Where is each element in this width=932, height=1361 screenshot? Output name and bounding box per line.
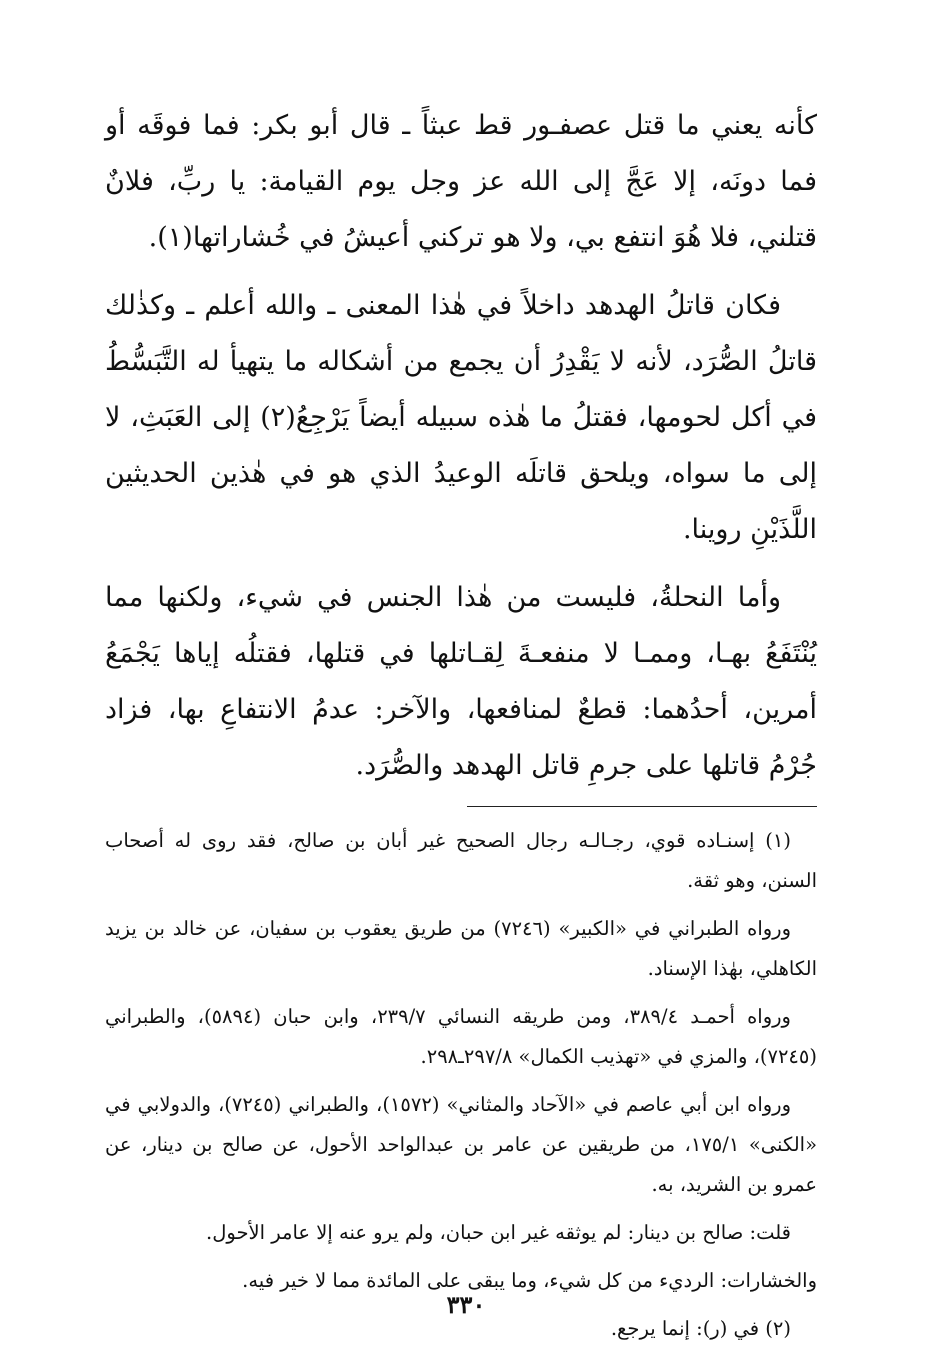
footnote: ورواه ابن أبي عاصم في «الآحاد والمثاني» (١٥٧٢)، والطبراني (٧٢٤٥)، والدولابي في «الكنى» ١٧٥/١، من طريقين عن عامر بن عبدالواحد الأحول، عن صالح بن دينار، عن عمرو بن الشريد، به.	[105, 1093, 817, 1196]
footnote-divider	[467, 806, 817, 807]
page-number: ٣٣٠	[446, 1290, 486, 1319]
main-paragraph: كأنه يعني ما قتل عصفـور قط عبثاً ـ قال أبو بكر: فما فوقَه أو فما دونَه، إلا عَجَّ إلى الله عز وجل يوم القيامة: يا ربِّ، فلانٌ قتلني، فلا هُوَ انتفع بي، ولا هو تركني أعيشُ في خُشاراتها(١).	[105, 110, 817, 253]
footnote: والخشارات: الرديء من كل شيء، وما يبقى على المائدة مما لا خير فيه.	[242, 1269, 817, 1292]
footnote: ورواه أحمـد ٣٨٩/٤، ومن طريقه النسائي ٢٣٩/٧، وابن حبان (٥٨٩٤)، والطبراني (٧٢٤٥)، والمزي في «تهذيب الكمال» ٢٩٧/٨ـ٢٩٨.	[105, 1005, 817, 1068]
main-paragraph: وأما النحلةُ، فليست من هٰذا الجنس في شيء، ولكنها مما يُنْتَفَعُ بهـا، وممـا لا منفعـةَ لِقـاتلها في قتلها، فقتلُه إياها يَجْمَعُ أمرين، أحدُهما: قطعٌ لمنافعها، والآخر: عدمُ الانتفاعِ بها، فزاد جُرْمُ قاتلها على جرمِ قاتل الهدهد والصُّرَد.	[105, 582, 817, 781]
footnote: (١) إسنـاده قوي، رجـالـه رجال الصحيح غير أبان بن صالح، فقد روى له أصحاب السنن، وهو ثقة.	[105, 829, 817, 892]
main-text	[105, 98, 817, 794]
main-paragraph: فكان قاتلُ الهدهد داخلاً في هٰذا المعنى ـ والله أعلم ـ وكذٰلك قاتلُ الصُّرَد، لأنه لا يَقْدِرُ أن يجمع من أشكاله ما يتهيأ له التَّبَسُّطُ في أكل لحومها، فقتلُ ما هٰذه سبيله أيضاً يَرْجِعُ(٢) إلى العَبَثِ، لا إلى ما سواه، ويلحق قاتلَه الوعيدُ الذي هو في هٰذين الحديثين اللَّذَيْنِ روينا.	[105, 290, 817, 545]
footnotes	[105, 821, 817, 1349]
footnote: قلت: صالح بن دينار: لم يوثقه غير ابن حبان، ولم يرو عنه إلا عامر الأحول.	[206, 1221, 791, 1244]
page-body	[105, 98, 817, 1357]
footnote: ورواه الطبراني في «الكبير» (٧٢٤٦) من طريق يعقوب بن سفيان، عن خالد بن يزيد الكاهلي، بهٰذا الإسناد.	[105, 917, 817, 980]
footnote: (٢) في (ر): إنما يرجع.	[610, 1317, 791, 1340]
